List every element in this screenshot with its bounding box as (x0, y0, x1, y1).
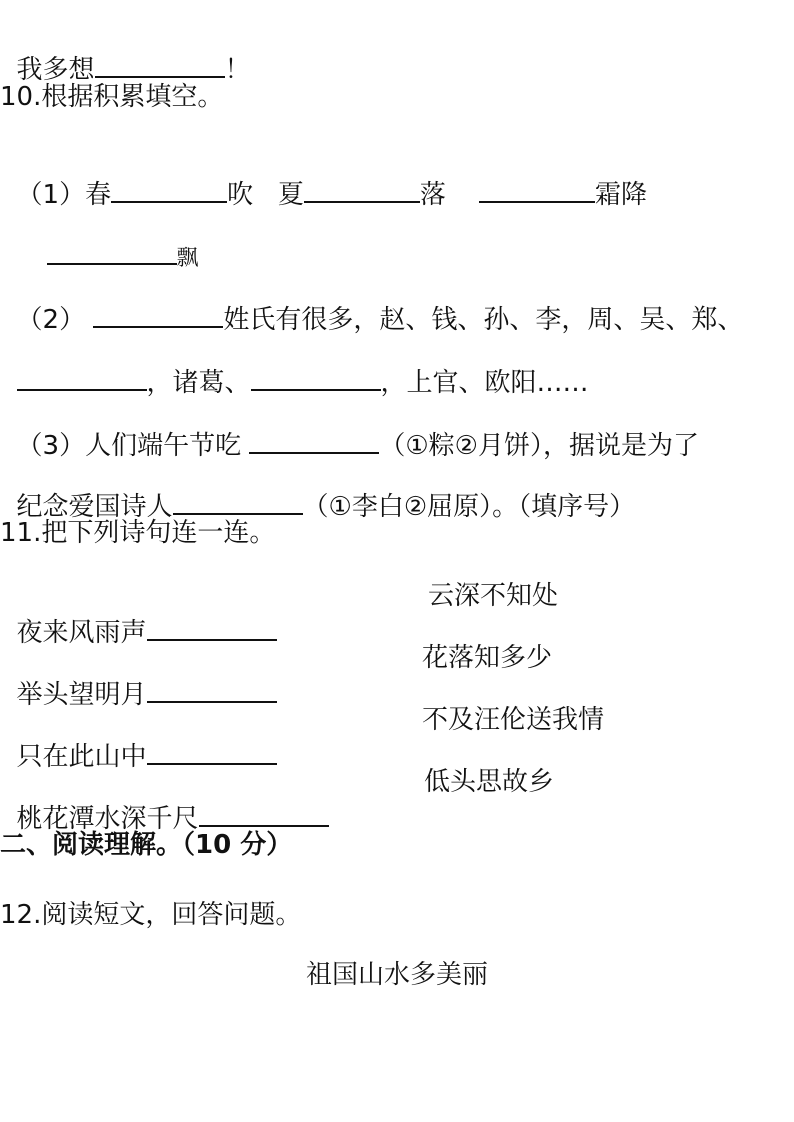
q10-part1-line (0, 141, 648, 210)
q10-part3-line2 (0, 453, 636, 522)
q10-part1-word-shuangjiang: 霜降 (595, 180, 648, 210)
q11-left-4-line (0, 765, 329, 834)
q9-tail-post: ！ (224, 55, 251, 85)
q10-part3-blank-2[interactable] (173, 487, 303, 515)
q10-part1-blank-3[interactable] (479, 175, 595, 203)
q11-left-2-blank[interactable] (147, 675, 277, 703)
section-2-heading: 二、阅读理解。（10 分） (0, 830, 293, 860)
q10-part2-line1 (0, 266, 744, 335)
q10-part1-word-xia: 夏 (277, 180, 304, 210)
q11-left-3-line (0, 703, 277, 772)
passage-title: 祖国山水多美丽 (305, 960, 488, 990)
q11-title: 11.把下列诗句连一连。 (0, 518, 276, 548)
q10-part2-blank-3[interactable] (251, 363, 381, 391)
q11-left-2-line (0, 641, 277, 710)
q10-part3-line1 (0, 392, 699, 461)
q10-part2-line2 (0, 329, 589, 398)
q10-part1-line2 (30, 203, 199, 271)
q12-title: 12.阅读短文，回答问题。 (0, 900, 302, 930)
q11-right-4[interactable]: 低头思故乡 (424, 767, 555, 797)
q10-part3-number: （3） (16, 431, 86, 461)
q9-tail-line (0, 16, 251, 85)
q10-part1-word-luo: 落 (419, 180, 446, 210)
q10-part3-blank-1[interactable] (249, 426, 379, 454)
q10-part1-word-chui: 吹 (227, 180, 254, 210)
q11-left-3: 只在此山中 (16, 742, 147, 772)
q10-part2-blank-1[interactable] (93, 300, 223, 328)
q10-part2-text1: 姓氏有很多，赵、钱、孙、李，周、吴、郑、 (223, 305, 744, 335)
q10-part3-text1: 人们端午节吃 (85, 431, 242, 461)
q9-tail-pre: 我多想 (16, 55, 95, 85)
q10-part1-blank-1[interactable] (111, 175, 227, 203)
q11-left-1-line (0, 579, 277, 648)
q10-part3-text4: （①李白②屈原）。（填序号） (302, 492, 636, 522)
q11-left-3-blank[interactable] (147, 737, 277, 765)
q10-part2-blank-2[interactable] (17, 363, 147, 391)
q10-part1-blank-4[interactable] (47, 237, 177, 265)
q10-part1-word-chun: 春 (85, 180, 112, 210)
q10-part1-word-piao: 飘 (176, 246, 199, 271)
q11-right-3[interactable]: 不及汪伦送我情 (422, 705, 605, 735)
q11-left-2: 举头望明月 (16, 680, 147, 710)
q10-part1-number: （1） (16, 180, 86, 210)
q10-part3-text3: 纪念爱国诗人 (16, 492, 173, 522)
q10-part2-text3: ，上官、欧阳…… (380, 368, 589, 398)
q11-left-1-blank[interactable] (147, 613, 277, 641)
q11-left-4: 桃花潭水深千尺 (16, 804, 199, 834)
q11-left-4-blank[interactable] (199, 799, 329, 827)
q10-part1-blank-2[interactable] (304, 175, 420, 203)
q10-title: 10.根据积累填空。 (0, 82, 224, 112)
q11-right-1[interactable]: 云深不知处 (428, 581, 559, 611)
q11-left-1: 夜来风雨声 (16, 618, 147, 648)
q9-blank[interactable] (95, 50, 225, 78)
q10-part2-number: （2） (16, 305, 86, 335)
q11-right-2[interactable]: 花落知多少 (422, 643, 553, 673)
q10-part2-text2: ，诸葛、 (146, 368, 251, 398)
q10-part3-text2: （①粽②月饼），据说是为了 (379, 431, 699, 461)
